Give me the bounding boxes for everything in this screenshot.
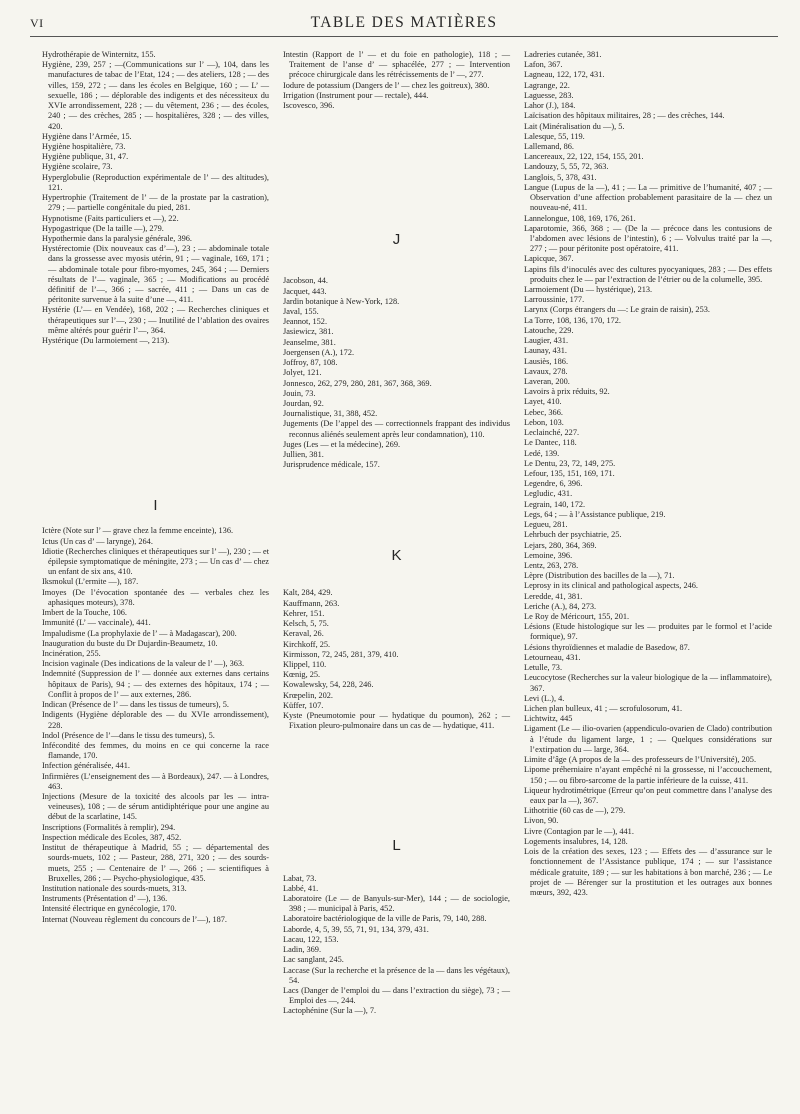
index-entry: Lipome préherniaire n’ayant empêché ni la grossesse, ni l’accouchement, 150 ; — ou fibro-sarcome de la partie inférieure de la cuisse, 411. (524, 765, 772, 785)
index-entry: Lapins fils d’inoculés avec des cultures pyocyaniques, 283 ; — Des effets produits chez le — par l’extraction de l’étrier ou de la columelle, 395. (524, 264, 772, 284)
index-entry: Le Roy de Méricourt, 155, 201. (524, 612, 630, 622)
index-entry: Lavaux, 278. (524, 366, 568, 376)
index-entry: Leredde, 41, 381. (524, 591, 583, 601)
index-entry: Internat (Nouveau règlement du concours de l’—), 187. (42, 914, 228, 924)
index-entry: Jacobson, 44. (283, 276, 328, 286)
index-entry: La Torre, 108, 136, 170, 172. (524, 315, 621, 325)
index-entry: Hystérique (Du larmoiement —, 213). (42, 336, 170, 346)
index-entry: Hypertrophie (Traitement de l’ — de la prostate par la castration), 279 ; — partielle congénitale du pied, 281. (42, 193, 269, 213)
index-entry: Hypogastrique (De la taille —), 279. (42, 223, 164, 233)
index-entry: Lactophénine (Sur la —), 7. (283, 1006, 377, 1016)
index-entry: Langlois, 5, 378, 431. (524, 172, 597, 182)
index-entry: Lois de la création des sexes, 123 ; — Effets des — d’assurance sur le fonctionnement de l’Assistance publique, 174 ; — sur l’assistance médicale gratuite, 189 ; — sur les habitations à bon marché, 236 ; — Le projet de — Bérenger sur la prostitution et les outrages aux bonnes mœurs, 392, 423. (524, 847, 772, 897)
index-entry: Institution nationale des sourds-muets, 313. (42, 884, 187, 893)
page-number: VI (30, 16, 44, 30)
index-entry: Joffroy, 87, 108. (283, 358, 338, 368)
index-entry: Intensité électrique en gynécologie, 170. (42, 904, 177, 914)
index-entry: Indigents (Hygiène déplorable des — du XVIe arrondissement), 228. (42, 710, 269, 730)
index-entry: Labbé, 41. (283, 883, 319, 893)
index-entry: Kirchkoff, 25. (283, 639, 331, 649)
index-entry: Kauffmann, 263. (283, 598, 340, 608)
index-entry: Lentz, 263, 278. (524, 560, 579, 570)
index-column-3 (524, 50, 772, 898)
index-entry: Hygiène, 239, 257 ; —(Communications sur l’ —), 104, dans les manufactures de tabac de l’Etat, 124 ; — des ateliers, 128 ; — des villes, 159, 272 ; — dans les écoles en Belgique, 160 ; — L’ — sexuelle, 186 ; — déplorable des indigents et des nécessiteux du XVIe arrondissement, 228 ; — du vêtement, 236 ; — des écoles, 240 ; — des crèches, 285 ; — hospitalières, 328 ; — des villes, 420. (42, 60, 269, 131)
section-letter: J (392, 231, 401, 249)
index-entry: Ladreries cutanée, 381. (524, 50, 602, 59)
index-entry: Juges (Les — et la médecine), 269. (283, 439, 401, 449)
index-entry: Jolyet, 121. (283, 368, 322, 378)
index-entry: Indemnité (Suppression de l’ — donnée aux externes dans certains hôpitaux de Paris), 94 ; — des externes des hôpitaux, 174 ; — Conflit à propos de l’ — aux externes, 286. (42, 669, 269, 699)
index-entry: Lejars, 280, 364, 369. (524, 540, 597, 550)
index-entry: Leriche (A.), 84, 273. (524, 601, 597, 611)
index-entry: Lithotritie (60 cas de —), 279. (524, 806, 626, 816)
index-entry: Jullien, 381. (283, 450, 324, 460)
index-entry: Larroussinie, 177. (524, 295, 585, 305)
index-entry: Kœnig, 25. (283, 670, 321, 680)
index-entry: Le Dantec, 118. (524, 438, 577, 448)
index-entry: Lavoirs à prix réduits, 92. (524, 387, 610, 397)
index-entry: Lemoine, 396. (524, 550, 573, 560)
index-entry: Larmoiement (Du — hystérique), 213. (524, 285, 653, 295)
index-entry: Krœpelin, 202. (283, 690, 334, 700)
index-entry: Laveran, 200. (524, 377, 570, 386)
index-entry: Institut de thérapeutique à Madrid, 55 ; — départemental des sourds-muets, 102 ; — Pasteur, 288, 271, 320 ; — des sourds-muets, 255 ; — Centenaire de l’ —, 266 ; — scientifiques à Bruxelles, 286 ; — Psycho-physiologique, 435. (42, 843, 269, 883)
index-entry: Hypnotisme (Faits particuliers et —), 22. (42, 213, 179, 223)
index-entry: Lafon, 367. (524, 60, 563, 70)
index-entry: Laguesse, 283. (524, 90, 574, 100)
index-entry: Lacau, 122, 153. (283, 934, 339, 944)
index-entry: Jonnesco, 262, 279, 280, 281, 367, 368, 369. (283, 378, 432, 388)
index-entry: Iksmokul (L’ermite —), 187. (42, 577, 139, 587)
index-entry: Impaludisme (La prophylaxie de l’ — à Madagascar), 200. (42, 628, 237, 638)
index-entry: Letulle, 73. (524, 663, 563, 673)
index-entry: Laugier, 431. (524, 336, 569, 346)
index-entry: Langue (Lupus de la —), 41 ; — La — primitive de l’humanité, 407 ; — Observation d’une affection probablement parasitaire de la — chez un nouveau-né, 411. (524, 182, 772, 213)
index-entry: Leprosy in its clinical and pathological aspects, 246. (524, 581, 698, 591)
index-entry: Ledé, 139. (524, 448, 560, 458)
index-entry: Lésions (Etude histologique sur les — produites par le formol et l’acide formique), 97. (524, 622, 772, 642)
index-entry: Javal, 155. (283, 306, 319, 316)
index-entry: Lallemand, 86. (524, 141, 574, 151)
index-entry: Logements insalubres, 14, 128. (524, 836, 628, 846)
index-entry: Hygiène scolaire, 73. (42, 162, 113, 172)
index-entry: Leclainché, 227. (524, 428, 580, 438)
index-entry: Liqueur hydrotimétrique (Erreur qu’on peut commettre dans l’analyse des eaux par la —), 367. (524, 785, 772, 805)
index-entry: Jeannot, 152. (283, 317, 328, 327)
index-entry: Küffer, 107. (283, 700, 324, 710)
index-entry: Indol (Présence de l’—dans le tissu des tumeurs), 5. (42, 730, 215, 740)
section-letter: I (153, 497, 158, 515)
index-entry: Hyperglobulie (Reproduction expérimentale de l’ — des altitudes), 121. (42, 172, 269, 192)
index-entry: Klippel, 110. (283, 660, 327, 669)
index-entry: Ladin, 369. (283, 945, 322, 955)
index-entry: Lichen plan bulleux, 41 ; — scrofulosorum, 41. (524, 704, 683, 713)
index-entry: Jourdan, 92. (283, 398, 324, 408)
index-entry: Kirmisson, 72, 245, 281, 379, 410. (283, 649, 399, 659)
index-column-1 (42, 50, 269, 925)
index-entry: Limite d’âge (A propos de la — des professeurs de l’Université), 205. (524, 755, 757, 765)
index-entry: Inscriptions (Formalités à remplir), 294. (42, 822, 176, 832)
index-entry: Instruments (Présentation d’ —), 136. (42, 894, 168, 904)
index-entry: Joergensen (A.), 172. (283, 347, 355, 357)
index-entry: Lalesque, 55, 119. (524, 131, 585, 141)
index-entry: Lefour, 135, 151, 169, 171. (524, 468, 615, 478)
index-entry: Lebec, 366. (524, 407, 563, 417)
index-entry: Laboratoire (Le — de Banyuls-sur-Mer), 144 ; — de sociologie, 398 ; — municipal à Paris, 452. (283, 893, 510, 914)
index-entry: Jouin, 73. (283, 388, 316, 398)
index-entry: Injections (Mesure de la toxicité des alcools par les — intra-veineuses), 108 ; — de sérum antidiphtérique pour une angine au début de la scarlatine, 145. (42, 792, 269, 822)
index-entry: Labat, 73. (283, 873, 317, 883)
section-letter: K (391, 547, 402, 565)
index-entry: Hystérectomie (Dix nouveaux cas d’—), 23 ; — abdominale totale dans la grossesse avec myosis utérin, 91 ; — vaginale, 169, 171 ; — abdominale totale pour fibro-myomes, 245, 364 ; — Derniers résultats de l’— vaginale, 365 ; — Modifications au procédé définitif de l’—, 366 ; — sacrée, 411 ; — Dans un cas de péritonite survenue à la suite d’une —, 411. (42, 244, 269, 305)
index-entry: Legludic, 431. (524, 489, 573, 499)
index-entry: Ictus (Un cas d’ — larynge), 264. (42, 536, 153, 546)
index-entry: Imoyes (De l’évocation spontanée des — verbales chez les aphasiques moteurs), 378. (42, 587, 269, 607)
index-entry: Hypothermie dans la paralysie générale, 396. (42, 233, 192, 243)
index-entry: Journalistique, 31, 388, 452. (283, 409, 378, 419)
index-entry: Laccase (Sur la recherche et la présence de la — dans les végétaux), 54. (283, 965, 510, 985)
index-entry: Jacquet, 443. (283, 286, 327, 296)
index-entry: Laïcisation des hôpitaux militaires, 28 ; — des crèches, 144. (524, 111, 725, 121)
index-entry: Immunité (L’ — vaccinale), 441. (42, 618, 151, 628)
index-entry: Lausiès, 186. (524, 356, 569, 366)
index-entry: Kyste (Pneumotomie pour — hydatique du poumon), 262 ; — Fixation pleuro-pulmonaire dans un cas de — hydatique, 411. (283, 711, 510, 731)
index-entry: Legrain, 140, 172. (524, 499, 586, 509)
index-entry: Infirmières (L’enseignement des — à Bordeaux), 247. — à Londres, 463. (42, 771, 269, 791)
index-entry: Livre (Contagion par le —), 441. (524, 826, 634, 836)
index-entry: Imbert de la Touche, 106. (42, 608, 127, 618)
index-column-2 (283, 50, 510, 1017)
index-entry: Idiotie (Recherches cliniques et thérapeutiques sur l’ —), 230 ; — et épilepsie symptomatique de méningite, 273 ; — Un cas d’ — chez un enfant de six ans, 410. (42, 546, 269, 577)
index-entry: Kehrer, 151. (283, 608, 325, 618)
index-entry: Iodure de potassium (Dangers de l’ — chez les goitreux), 380. (283, 80, 490, 90)
index-entry: Legendre, 6, 396. (524, 479, 583, 489)
index-entry: Jardin botanique à New-York, 128. (283, 296, 400, 306)
index-entry: Iscovesco, 396. (283, 101, 335, 111)
page-header (30, 12, 778, 37)
index-entry: Ictère (Note sur l’ — grave chez la femme enceinte), 136. (42, 526, 234, 536)
index-entry: Keraval, 26. (283, 629, 324, 639)
index-entry: Incision vaginale (Des indications de la valeur de l’ —), 363. (42, 659, 245, 669)
index-entry: Indican (Présence de l’ — dans les tissus de tumeurs), 5. (42, 700, 229, 710)
index-entry: Launay, 431. (524, 346, 568, 356)
index-entry: Hygiène dans l’Armée, 15. (42, 131, 132, 141)
index-entry: Legueu, 281. (524, 520, 568, 530)
index-entry: Landouzy, 5, 55, 72, 363. (524, 162, 609, 172)
index-entry: Laparotomie, 366, 368 ; — (De la — précoce dans les contusions de l’abdomen avec lésions de l’intestin), 6 ; — Volvulus traité par la —, 277 ; — pour péritonite post opératoire, 411. (524, 223, 772, 254)
index-entry: Infection généralisée, 441. (42, 761, 131, 771)
index-entry: Lagneau, 122, 172, 431. (524, 70, 605, 80)
index-entry: Latouche, 229. (524, 325, 574, 335)
index-entry: Kowalewsky, 54, 228, 246. (283, 680, 374, 690)
index-entry: Lancereaux, 22, 122, 154, 155, 201. (524, 152, 644, 162)
index-entry: Leucocytose (Recherches sur la valeur biologique de la — inflammatoire), 367. (524, 673, 772, 693)
index-entry: Lac sanglant, 245. (283, 955, 344, 965)
index-entry: Hydrothérapie de Winternitz, 155. (42, 50, 156, 59)
index-entry: Lebon, 103. (524, 417, 564, 427)
index-entry: Legs, 64 ; — à l’Assistance publique, 219. (524, 509, 666, 519)
index-entry: Ligament (Le — ilio-ovarien (appendiculo-ovarien de Clado) contribution à l’étude du ligament large, 1 ; — Quelques considérations sur l’extirpation du — large, 364. (524, 724, 772, 754)
index-entry: Levi (L.), 4. (524, 693, 565, 703)
index-entry: Laborde, 4, 5, 39, 55, 71, 91, 134, 379, 431. (283, 924, 429, 934)
index-entry: Jeanselme, 381. (283, 337, 336, 347)
index-entry: Intestin (Rapport de l’ — et du foie en pathologie), 118 ; — Traitement de l’anse d’ — sphacélée, 277 ; — Intervention précoce chirurgicale dans les rétrécissements de l’ —, 277. (283, 50, 510, 80)
index-entry: Lait (Minéralisation du —), 5. (524, 121, 625, 131)
page-title: TABLE DES MATIÈRES (310, 14, 498, 31)
index-entry: Lésions thyroïdiennes et maladie de Basedow, 87. (524, 642, 690, 652)
index-entry: Larynx (Corps étrangers du —: Le grain de raisin), 253. (524, 305, 710, 315)
index-entry: Livon, 90. (524, 816, 559, 826)
index-entry: Jurisprudence médicale, 157. (283, 460, 380, 470)
index-entry: Jasiewicz, 381. (283, 327, 334, 337)
index-entry: Inspection médicale des Ecoles, 387, 452. (42, 832, 182, 842)
index-entry: Lannelongue, 108, 169, 176, 261. (524, 213, 636, 223)
index-entry: Kelsch, 5, 75. (283, 619, 329, 629)
index-entry: Laboratoire bactériologique de la ville de Paris, 79, 140, 288. (283, 914, 487, 924)
index-entry: Irrigation (Instrument pour — rectale), 444. (283, 90, 429, 100)
index-entry: Hygiène hospitalière, 73. (42, 141, 126, 151)
index-entry: Hygiène publique, 31, 47. (42, 152, 129, 162)
index-entry: Lagrange, 22. (524, 80, 570, 90)
index-entry: Jugements (De l’appel des — correctionnels frappant des individus reconnus aliénés seulement après leur condamnation), 110. (283, 419, 510, 439)
index-entry: Infécondité des femmes, du moins en ce qui concerne la race flamande, 170. (42, 740, 269, 761)
index-entry: Hystérie (L’— en Vendée), 168, 202 ; — Recherches cliniques et thérapeutiques sur l’—, 230 ; — Inutilité de l’ablation des ovaires même altérés pour guérir l’—, 364. (42, 305, 269, 335)
index-entry: Incinération, 255. (42, 648, 101, 658)
index-entry: Letourneau, 431. (524, 652, 581, 662)
index-entry: Inauguration du buste du Dr Dujardin-Beaumetz, 10. (42, 638, 218, 648)
index-entry: Lapicque, 367. (524, 254, 574, 264)
index-entry: Lehrbuch der psychiatrie, 25. (524, 530, 622, 540)
index-entry: Lahor (J.), 184. (524, 101, 576, 111)
index-entry: Lichtwitz, 445 (524, 714, 573, 724)
index-entry: Layet, 410. (524, 397, 562, 407)
index-entry: Kalt, 284, 429. (283, 588, 333, 598)
index-entry: Le Dentu, 23, 72, 149, 275. (524, 458, 616, 468)
index-entry: Lacs (Danger de l’emploi du — dans l’extraction du siège), 73 ; — Emploi des —, 244. (283, 985, 510, 1006)
index-entry: Lèpre (Distribution des bacilles de la —), 71. (524, 571, 675, 581)
section-letter: L (392, 836, 401, 854)
